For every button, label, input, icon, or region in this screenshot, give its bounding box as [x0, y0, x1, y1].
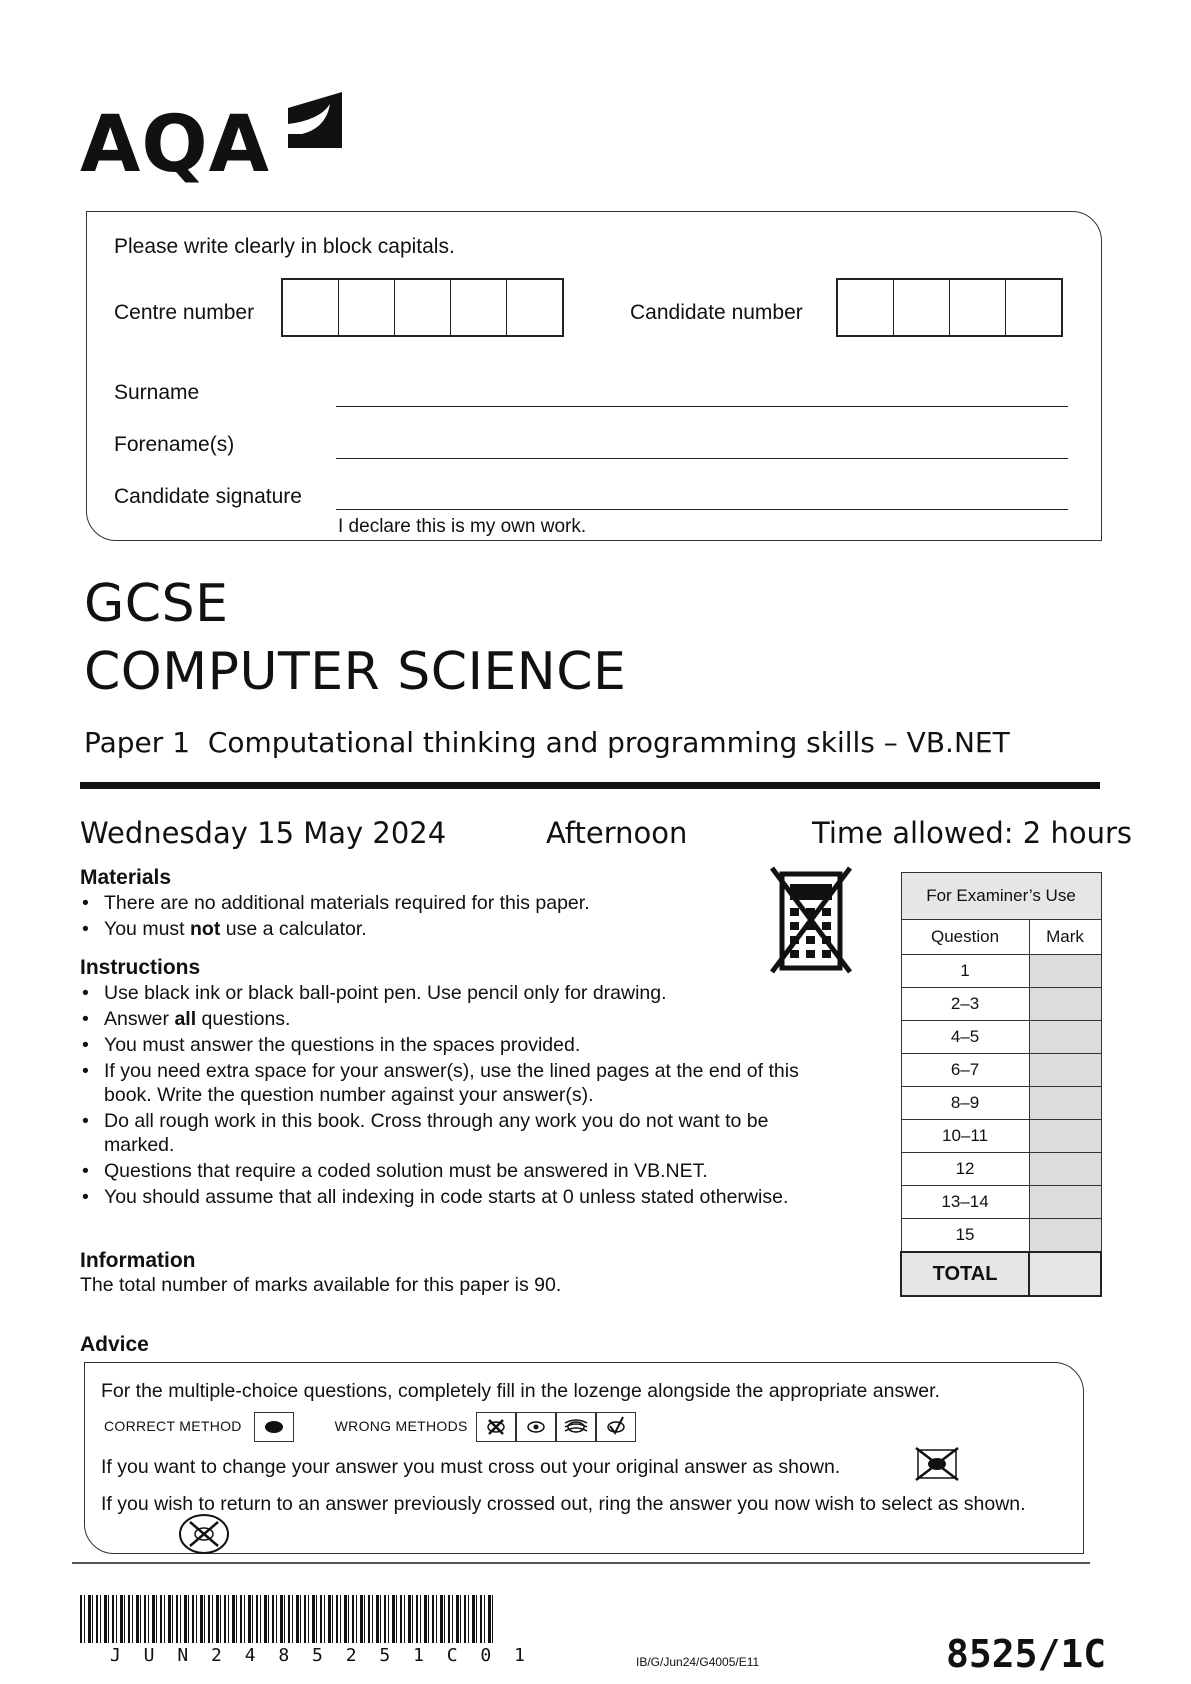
- information-text: The total number of marks available for this paper is 90.: [80, 1274, 562, 1296]
- subject-title: COMPUTER SCIENCE: [84, 642, 627, 702]
- candidate-number-label: Candidate number: [630, 301, 803, 324]
- footer-rule: [72, 1562, 1090, 1564]
- time-allowed: Time allowed: 2 hours: [812, 816, 1132, 850]
- instructions-heading: Instructions: [80, 956, 201, 979]
- paper-heading: [84, 726, 1010, 759]
- table-row: 8–9: [901, 1087, 1101, 1120]
- paper-title: Computational thinking and programming skills – VB.NET: [207, 726, 1010, 759]
- paper-number: Paper 1: [84, 726, 191, 759]
- dot-lozenge-icon: [516, 1412, 556, 1442]
- materials-heading: Materials: [80, 866, 172, 889]
- logo-text: AQA: [80, 100, 271, 190]
- lozenge-examples: [104, 1412, 636, 1442]
- mark-cell[interactable]: [1029, 955, 1101, 988]
- leaf-logo-icon: [280, 90, 350, 152]
- digit-box[interactable]: [1006, 280, 1061, 335]
- list-item: • Questions that require a coded solution must be answered in VB.NET.: [80, 1159, 860, 1183]
- correct-method-label: CORRECT METHOD: [104, 1418, 242, 1435]
- table-row: 13–14: [901, 1186, 1101, 1219]
- wrong-lozenges: [476, 1412, 636, 1442]
- mark-column-header: Mark: [1029, 920, 1101, 955]
- total-mark-cell[interactable]: [1029, 1252, 1101, 1296]
- digit-box[interactable]: [838, 280, 894, 335]
- digit-box[interactable]: [339, 280, 395, 335]
- examiner-table-title: For Examiner’s Use: [901, 873, 1101, 920]
- crossed-out-lozenge-icon: [914, 1446, 960, 1482]
- digit-box[interactable]: [283, 280, 339, 335]
- mark-cell[interactable]: [1029, 1087, 1101, 1120]
- advice-line-3: If you wish to return to an answer previously crossed out, ring the answer you now wish to select as shown.: [101, 1493, 1026, 1515]
- total-label: TOTAL: [901, 1252, 1029, 1296]
- surname-line[interactable]: [336, 406, 1068, 407]
- mark-cell[interactable]: [1029, 1219, 1101, 1253]
- title-rule: [80, 782, 1100, 789]
- list-item: • Do all rough work in this book. Cross through any work you do not want to be marked.: [80, 1109, 804, 1157]
- materials-list: [80, 891, 760, 943]
- table-row: 4–5: [901, 1021, 1101, 1054]
- exam-date: Wednesday 15 May 2024: [80, 816, 447, 850]
- mark-cell[interactable]: [1029, 1120, 1101, 1153]
- ringed-lozenge-icon: [176, 1512, 232, 1556]
- forename-line[interactable]: [336, 458, 1068, 459]
- centre-number-boxes[interactable]: [281, 278, 564, 337]
- list-item: • Answer all questions.: [80, 1007, 860, 1031]
- examiner-use-table: [900, 872, 1102, 1297]
- surname-label: Surname: [114, 381, 200, 404]
- cross-lozenge-icon: [476, 1412, 516, 1442]
- tick-lozenge-icon: [596, 1412, 636, 1442]
- digit-box[interactable]: [451, 280, 507, 335]
- exam-session: Afternoon: [546, 816, 688, 850]
- no-calculator-icon: [768, 866, 854, 976]
- table-row: 6–7: [901, 1054, 1101, 1087]
- information-heading: Information: [80, 1249, 196, 1272]
- list-item: • You should assume that all indexing in code starts at 0 unless stated otherwise.: [80, 1185, 860, 1209]
- block-capitals-instruction: Please write clearly in block capitals.: [114, 235, 455, 258]
- digit-box[interactable]: [507, 280, 562, 335]
- declaration-text: I declare this is my own work.: [338, 516, 587, 537]
- scribble-lozenge-icon: [556, 1412, 596, 1442]
- table-row: 12: [901, 1153, 1101, 1186]
- qualification-level: GCSE: [84, 574, 229, 634]
- mark-cell[interactable]: [1029, 1021, 1101, 1054]
- signature-label: Candidate signature: [114, 485, 302, 508]
- reference-code: IB/G/Jun24/G4005/E11: [636, 1655, 760, 1669]
- signature-line[interactable]: [336, 509, 1068, 510]
- digit-box[interactable]: [894, 280, 950, 335]
- list-item: • If you need extra space for your answer(s), use the lined pages at the end of this book. Write the question number against your answer(s).: [80, 1059, 804, 1107]
- paper-code: 8525/1C: [946, 1632, 1107, 1676]
- mark-cell[interactable]: [1029, 1186, 1101, 1219]
- candidate-number-boxes[interactable]: [836, 278, 1063, 337]
- mark-cell[interactable]: [1029, 988, 1101, 1021]
- wrong-methods-label: WRONG METHODS: [334, 1418, 468, 1435]
- table-row: 15: [901, 1219, 1101, 1253]
- mark-cell[interactable]: [1029, 1153, 1101, 1186]
- list-item: • You must answer the questions in the spaces provided.: [80, 1033, 860, 1057]
- digit-box[interactable]: [395, 280, 451, 335]
- list-item: • There are no additional materials required for this paper.: [80, 891, 760, 915]
- advice-line-1: For the multiple-choice questions, completely fill in the lozenge alongside the appropriate answer.: [101, 1380, 940, 1402]
- question-column-header: Question: [901, 920, 1029, 955]
- centre-number-label: Centre number: [114, 301, 255, 324]
- advice-heading: Advice: [80, 1333, 149, 1356]
- barcode-text: J U N 2 4 8 5 2 5 1 C 0 1: [110, 1645, 531, 1666]
- list-item: • Use black ink or black ball-point pen. Use pencil only for drawing.: [80, 981, 860, 1005]
- table-row: 2–3: [901, 988, 1101, 1021]
- barcode: [80, 1595, 494, 1643]
- forename-label: Forename(s): [114, 433, 235, 456]
- list-item: • You must not use a calculator.: [80, 917, 760, 941]
- table-row: 1: [901, 955, 1101, 988]
- mark-cell[interactable]: [1029, 1054, 1101, 1087]
- correct-lozenge-icon: [254, 1412, 294, 1442]
- instructions-list: [80, 981, 860, 1211]
- advice-line-2: If you want to change your answer you must cross out your original answer as shown.: [101, 1456, 841, 1478]
- digit-box[interactable]: [950, 280, 1006, 335]
- table-row: 10–11: [901, 1120, 1101, 1153]
